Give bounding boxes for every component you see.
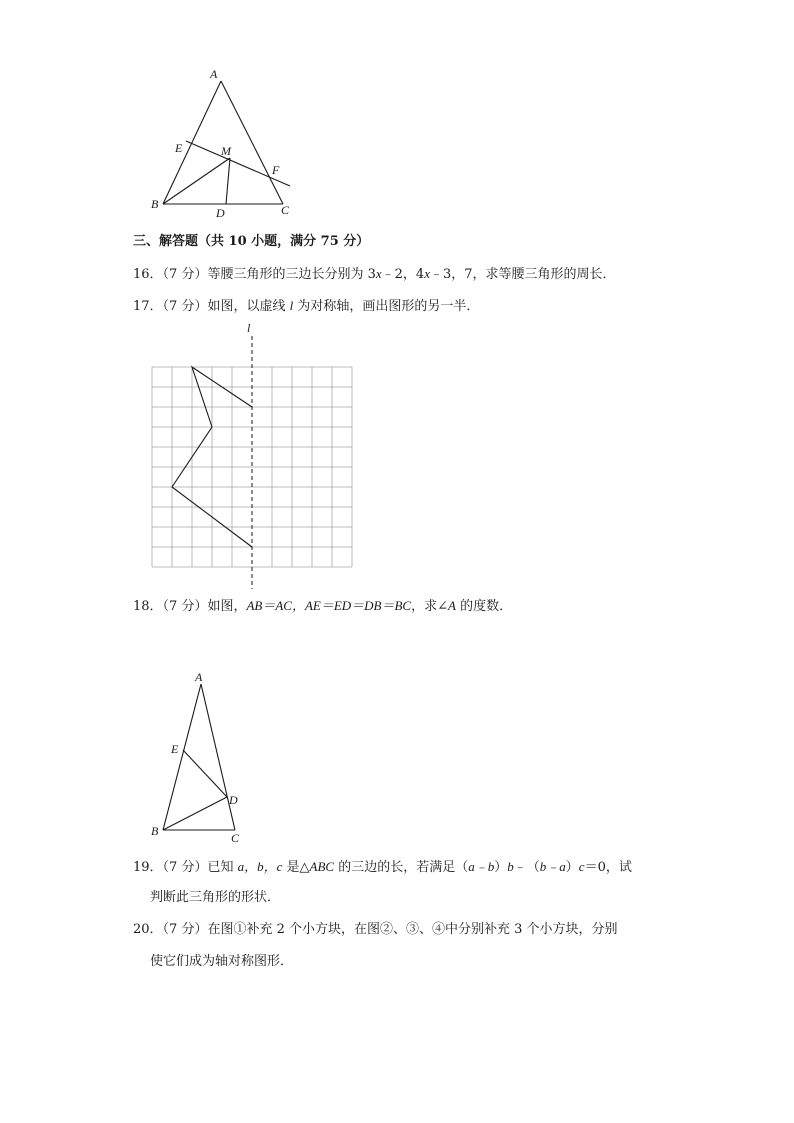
segment-ed [183,750,227,797]
label-e: E [175,141,183,155]
question-20-line-2: 使它们成为轴对称图形． [150,954,294,969]
label-b: B [151,824,159,838]
question-19-line-2: 判断此三角形的形状． [150,890,281,905]
label-a: A [210,67,218,81]
question-18: 18．（7 分）如图，AB＝AC，AE＝ED＝DB＝BC，求∠A 的度数． [133,598,513,614]
label-c: C [281,203,290,217]
axis-label-l: l [247,321,251,335]
segment-ab [163,684,201,830]
question-19-line-1: 19．（7 分）已知 a，b，c 是△ABC 的三边的长，若满足（a﹣b）b﹣（b﹣a）c＝0，试 [133,859,632,875]
label-a: A [195,670,203,684]
label-c: C [231,831,240,845]
label-d: D [216,206,225,220]
label-e: E [171,742,179,756]
label-f: F [272,163,280,177]
label-d: D [229,793,238,807]
segment-db [163,797,227,830]
section-heading: 三、解答题（共 10 小题，满分 75 分） [133,234,370,249]
question-16: 16．（7 分）等腰三角形的三边长分别为 3x﹣2，4x﹣3，7，求等腰三角形的周长． [133,266,616,282]
label-m: M [221,144,231,158]
question-17: 17．（7 分）如图，以虚线 l 为对称轴，画出图形的另一半． [133,298,480,314]
question-20-line-1: 20．（7 分）在图①补充 2 个小方块，在图②、③、④中分别补充 3 个小方块，分别 [133,922,618,937]
label-b: B [151,197,159,211]
